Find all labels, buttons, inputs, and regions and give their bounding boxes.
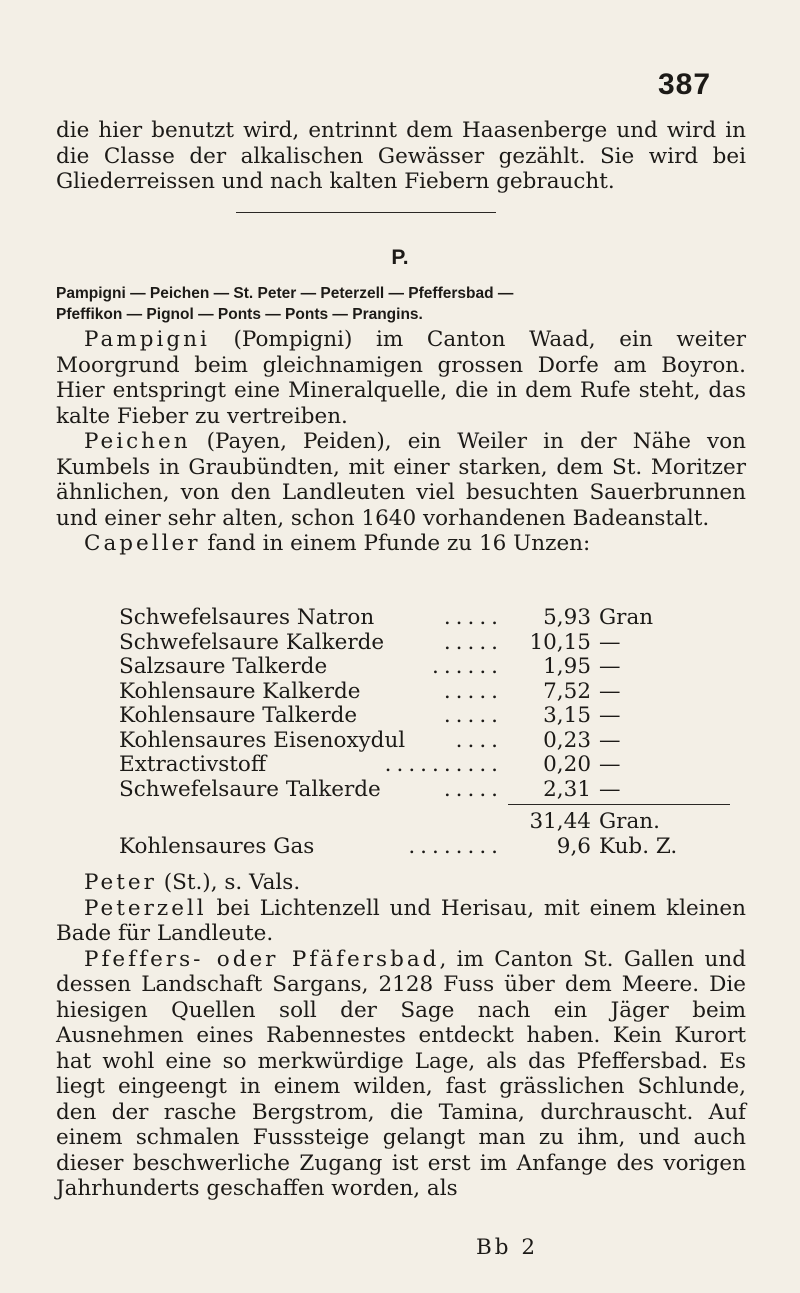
row-substance: Kohlensaure Kalkerde	[119, 678, 361, 704]
entry-text-pfeffersbad: , im Canton St. Gallen und dessen Landschaft Sargans, 2128 Fuss über dem Meere. Die hiesigen Quellen soll der Sage nach ein Jäger beim Ausnehmen eines Rabennestes entdeckt haben. Kein Kurort hat wohl eine so merkwürdige Lage, als das Pfeffersbad. Es liegt eingeengt in einem wilden, fast grässlichen Schlunde, den der rasche Bergstrom, die Tamina, durchrauscht. Auf einem schmalen Fusssteige gelangt man zu ihm, und auch dieser beschwerliche Zugang ist erst im Anfange des vorigen Jahrhunderts geschaffen worden, als	[56, 946, 746, 1201]
table-row	[119, 778, 679, 803]
entry-text-peterzell: bei Lichtenzell und Herisau, mit einem kleinen Bade für Landleute.	[56, 895, 746, 946]
entry-peichen	[56, 429, 746, 531]
signature-mark: Bb 2	[476, 1235, 539, 1260]
entry-text-peter: (St.), s. Vals.	[156, 870, 301, 895]
contents-line-2: Pfeffikon — Pignol — Ponts — Ponts — Prangins.	[56, 306, 423, 323]
table-row	[119, 704, 679, 729]
leader-dots: .....	[443, 704, 503, 728]
leader-dots: ....	[455, 728, 503, 753]
row-substance: Kohlensaures Eisenoxydul	[119, 727, 406, 753]
section-divider	[236, 212, 496, 213]
leader-dots: .....	[443, 606, 503, 630]
sum-rule	[508, 804, 730, 805]
entries-block-1	[56, 327, 746, 557]
section-heading: P.	[391, 246, 409, 269]
entry-title-pfeffersbad: Pfeffers- oder Pfäfersbad	[84, 946, 440, 972]
page-number: 387	[658, 68, 712, 101]
leader-dots: .....	[443, 777, 503, 802]
table-row	[119, 753, 679, 778]
table-row	[119, 606, 679, 631]
capeller-text: fand in einem Pfunde zu 16 Unzen:	[200, 531, 591, 556]
gas-name: Kohlensaures Gas	[119, 833, 315, 859]
capeller-intro	[56, 531, 746, 557]
row-unit: —	[599, 703, 621, 728]
entry-text-peichen: (Payen, Peiden), ein Weiler in der Nähe von Kumbels in Graubündten, mit einer starken, dem St. Moritzer ähnlichen, von den Landleuten viel besuchten Sauerbrunnen und einer sehr alten, schon 1640 vorhandenen Badeanstalt.	[56, 429, 746, 531]
leader-dots: .....	[443, 679, 503, 704]
leader-dots: ..........	[384, 753, 503, 777]
table-row	[119, 631, 679, 656]
entry-pampigni	[56, 327, 746, 429]
row-substance: Extractivstoff	[119, 752, 267, 777]
row-substance: Salzsaure Talkerde	[119, 654, 328, 679]
row-unit: —	[599, 654, 621, 679]
analysis-table	[119, 606, 679, 802]
entry-text-pampigni: (Pompigni) im Canton Waad, ein weiter Moorgrund beim gleichnamigen grossen Dorfe am Boyron. Hier entspringt eine Mineralquelle, die in dem Rufe steht, das kalte Fieber zu vertreiben.	[56, 327, 746, 429]
row-amount: 0,23	[543, 727, 591, 753]
row-amount: 1,95	[543, 654, 591, 679]
row-unit: —	[599, 727, 621, 753]
entry-title-peichen: Peichen	[84, 429, 191, 454]
total-amount: 31,44	[529, 809, 591, 834]
row-amount: 3,15	[543, 703, 591, 728]
entry-peterzell	[56, 896, 746, 947]
entry-title-peter: Peter	[84, 870, 157, 895]
entry-title-pampigni: Pampigni	[84, 327, 210, 352]
entry-peter	[56, 870, 746, 896]
leader-dots: .....	[443, 630, 503, 655]
total-unit: Gran.	[599, 809, 660, 834]
row-amount: 10,15	[529, 629, 591, 655]
table-row	[119, 680, 679, 705]
gas-unit: Kub. Z.	[599, 833, 678, 859]
row-unit: —	[599, 629, 621, 655]
table-row	[119, 729, 679, 754]
contents-line-1: Pampigni — Peichen — St. Peter — Peterzell — Pfeffersbad —	[56, 285, 514, 302]
row-amount: 5,93	[543, 605, 591, 630]
gas-amount: 9,6	[556, 833, 591, 859]
row-substance: Schwefelsaures Natron	[119, 605, 375, 630]
row-substance: Schwefelsaure Kalkerde	[119, 629, 385, 655]
leader-dots: ......	[431, 655, 503, 679]
total-row	[119, 810, 679, 835]
row-amount: 0,20	[543, 752, 591, 777]
leader-dots: ........	[408, 834, 503, 859]
row-substance: Schwefelsaure Talkerde	[119, 776, 381, 802]
analysis-totals	[119, 810, 679, 859]
intro-text: die hier benutzt wird, entrinnt dem Haasenberge und wird in die Classe der alkalischen Gewässer gezählt. Sie wird bei Gliederreissen und nach kalten Fiebern gebraucht.	[56, 118, 746, 194]
author-capeller: Capeller	[84, 531, 201, 556]
entries-block-2	[56, 870, 746, 1202]
entry-pfeffersbad	[56, 947, 746, 1202]
gas-row	[119, 835, 679, 860]
row-amount: 7,52	[543, 678, 591, 704]
row-substance: Kohlensaure Talkerde	[119, 703, 358, 728]
table-row	[119, 655, 679, 680]
row-unit: Gran	[599, 605, 654, 630]
row-amount: 2,31	[543, 776, 591, 802]
row-unit: —	[599, 752, 621, 777]
row-unit: —	[599, 776, 621, 802]
entry-title-peterzell: Peterzell	[84, 895, 207, 921]
intro-paragraph	[56, 118, 746, 195]
section-contents	[56, 283, 746, 326]
row-unit: —	[599, 678, 621, 704]
